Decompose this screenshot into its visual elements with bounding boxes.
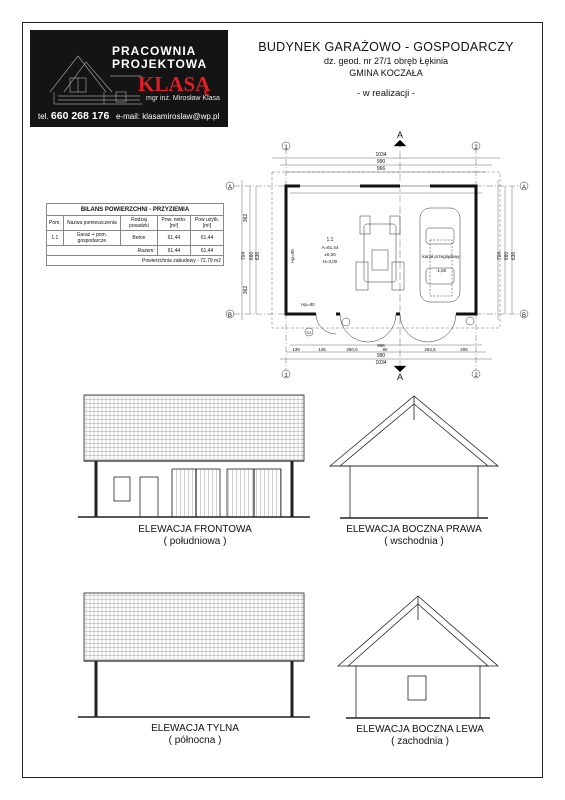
svg-text:990: 990 xyxy=(376,159,386,165)
svg-text:2: 2 xyxy=(474,145,478,151)
svg-text:1: 1 xyxy=(284,373,288,379)
svg-text:205: 205 xyxy=(460,347,468,352)
svg-text:1: 1 xyxy=(284,145,288,151)
cell-name: Garaż + pom. gospodarcze xyxy=(63,231,120,246)
svg-text:704: 704 xyxy=(497,251,503,261)
svg-text:250,5: 250,5 xyxy=(346,347,358,352)
channel-level: -1,60 xyxy=(435,268,447,273)
room-level: ±0,00 xyxy=(324,252,336,257)
logo-brand: KLASĄ xyxy=(138,72,211,96)
svg-text:966: 966 xyxy=(377,343,385,348)
status-text: - w realizacji - xyxy=(356,88,416,99)
back-title: ELEWACJA TYLNA xyxy=(151,723,239,734)
cell-no: 1.1 xyxy=(47,231,64,246)
front-caption xyxy=(100,524,290,548)
email-address: e-mail: klasamiroslaw@wp.pl xyxy=(115,112,220,121)
col-header: Rodzaj posadzki xyxy=(121,216,158,231)
back-elevation xyxy=(78,593,310,717)
svg-text:660: 660 xyxy=(504,251,510,261)
left-caption xyxy=(330,724,510,748)
section-mark-top: A xyxy=(396,130,404,140)
right-title: ELEWACJA BOCZNA PRAWA xyxy=(346,524,482,535)
logo-author: mgr inż. Mirosław Klasa xyxy=(146,95,220,102)
left-sub: ( zachodnia ) xyxy=(391,736,449,747)
svg-text:139: 139 xyxy=(292,347,300,352)
svg-text:B: B xyxy=(227,313,233,319)
area-table-title: BILANS POWIERZCHNI - PRZYZIEMIA xyxy=(47,204,224,216)
svg-text:294,5: 294,5 xyxy=(424,347,436,352)
svg-text:D1: D1 xyxy=(306,330,312,335)
svg-text:B: B xyxy=(521,313,527,319)
svg-text:636: 636 xyxy=(511,251,517,261)
cell-net: 61,44 xyxy=(157,231,190,246)
plot-info: dz. geod. nr 27/1 obręb Łękinia xyxy=(323,56,449,66)
total-net: 61,44 xyxy=(157,246,190,256)
logo-line2: PROJEKTOWA xyxy=(112,57,208,71)
total-usable: 61,44 xyxy=(191,246,224,256)
svg-text:362: 362 xyxy=(243,285,249,295)
svg-text:A: A xyxy=(521,185,527,191)
municipality: GMINA KOCZAŁA xyxy=(349,68,423,78)
back-caption xyxy=(100,723,290,747)
svg-text:1034: 1034 xyxy=(375,152,387,158)
cell-floor: Beton xyxy=(121,231,158,246)
svg-text:90: 90 xyxy=(382,347,388,352)
front-elevation xyxy=(78,395,310,517)
front-title: ELEWACJA FRONTOWA xyxy=(138,524,252,535)
phone-number: 660 268 176 xyxy=(50,110,110,122)
svg-text:704: 704 xyxy=(241,251,247,261)
project-title: BUDYNEK GARAŻOWO - GOSPODARCZY xyxy=(258,40,514,54)
col-header: Pow. netto. [m²] xyxy=(157,216,190,231)
left-title: ELEWACJA BOCZNA LEWA xyxy=(356,724,484,735)
svg-text:362: 362 xyxy=(243,213,249,223)
col-header: Nazwa pomieszczenia xyxy=(63,216,120,231)
right-sub: ( wschodnia ) xyxy=(384,536,444,547)
right-elevation xyxy=(330,396,498,518)
room-area: A=61,44 xyxy=(321,245,339,250)
svg-text:990: 990 xyxy=(376,353,386,359)
built-area: Powierzchnia zabudowy - 72,79 m2 xyxy=(47,256,224,266)
logo-line1: PRACOWNIA xyxy=(112,44,197,58)
svg-text:636: 636 xyxy=(255,251,261,261)
col-header: Pow użytk. [m²] xyxy=(191,216,224,231)
section-mark-bottom: A xyxy=(396,372,404,382)
total-label: Razem: xyxy=(47,246,158,256)
back-sub: ( północna ) xyxy=(168,735,222,746)
room-height: H=3,00 xyxy=(322,259,338,264)
svg-text:966: 966 xyxy=(376,166,386,172)
svg-text:A: A xyxy=(227,185,233,191)
svg-text:660: 660 xyxy=(249,251,255,261)
svg-text:2: 2 xyxy=(474,373,478,379)
svg-text:1034: 1034 xyxy=(375,360,387,366)
cell-usable: 61,44 xyxy=(191,231,224,246)
left-elevation xyxy=(338,596,498,718)
svg-text:Hp=90: Hp=90 xyxy=(290,249,295,263)
front-sub: ( południowa ) xyxy=(163,536,227,547)
phone-prefix: tel. xyxy=(38,112,49,121)
room-number: 1.1 xyxy=(326,237,334,243)
col-header: Pom. xyxy=(47,216,64,231)
svg-text:Hp=80: Hp=80 xyxy=(301,302,315,307)
svg-text:145: 145 xyxy=(318,347,326,352)
right-caption xyxy=(324,524,504,548)
channel-label: kanał przeglądowy xyxy=(422,254,460,259)
